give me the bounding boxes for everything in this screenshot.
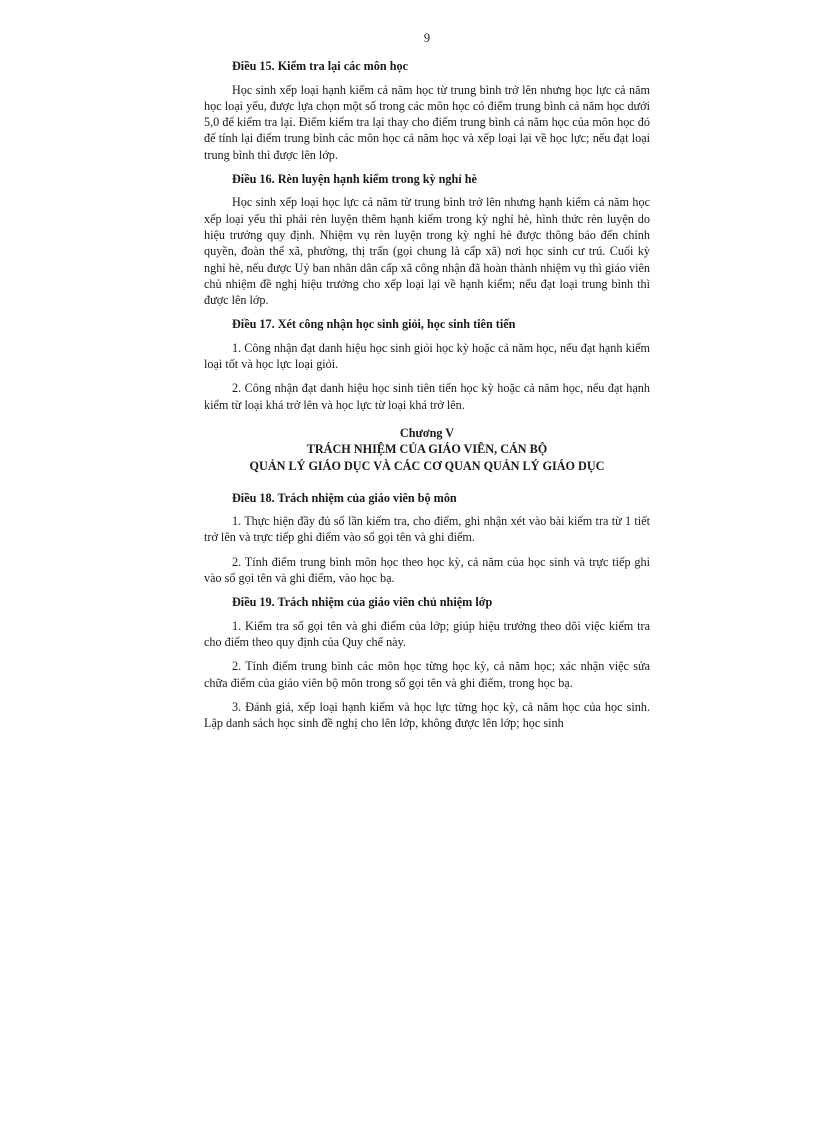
article-heading: Điều 15. Kiểm tra lại các môn học (232, 59, 409, 74)
article-paragraph: 2. Tính điểm trung bình các môn học từng học kỳ, cả năm học; xác nhận việc sửa chữa điểm của giáo viên bộ môn trong sổ gọi tên và ghi điểm, trong học bạ. (204, 659, 650, 690)
document-page (204, 30, 650, 739)
chapter-label: Chương V (399, 425, 455, 440)
chapter-heading (204, 425, 650, 474)
article-paragraph: 2. Công nhận đạt danh hiệu học sinh tiên tiến học kỳ hoặc cả năm học, nếu đạt hạnh kiểm từ loại khá trở lên và học lực từ loại khá trở lên. (204, 381, 650, 412)
article-section (204, 58, 650, 163)
article-section (204, 171, 650, 308)
article-paragraph: 2. Tính điểm trung bình môn học theo học kỳ, cả năm của học sinh và trực tiếp ghi vào sổ gọi tên và ghi điểm, vào học bạ. (204, 554, 650, 586)
article-section (204, 490, 650, 586)
article-heading: Điều 19. Trách nhiệm của giáo viên chủ nhiệm lớp (232, 595, 493, 610)
page-number: 9 (423, 31, 431, 45)
chapter-title-line-2: QUẢN LÝ GIÁO DỤC VÀ CÁC CƠ QUAN QUẢN LÝ GIÁO DỤC (249, 458, 605, 473)
article-paragraph: 1. Thực hiện đầy đủ số lần kiểm tra, cho điểm, ghi nhận xét vào bài kiểm tra từ 1 tiết trở lên và trực tiếp ghi điểm vào sổ gọi tên và ghi điểm. (204, 514, 650, 545)
article-section (204, 316, 650, 412)
article-paragraph: 1. Kiểm tra sổ gọi tên và ghi điểm của lớp; giúp hiệu trưởng theo dõi việc kiểm tra cho điểm theo quy định của Quy chế này. (204, 618, 650, 649)
article-heading: Điều 16. Rèn luyện hạnh kiểm trong kỳ nghỉ hè (232, 172, 477, 187)
article-paragraph: 3. Đánh giá, xếp loại hạnh kiểm và học lực từng học kỳ, cả năm học của học sinh. Lập danh sách học sinh đề nghị cho lên lớp, không được lên lớp; học sinh (204, 699, 650, 731)
article-heading: Điều 17. Xét công nhận học sinh giỏi, học sinh tiên tiến (232, 317, 516, 332)
chapter-title-line-1: TRÁCH NHIỆM CỦA GIÁO VIÊN, CÁN BỘ (306, 442, 548, 457)
articles-15-17 (204, 58, 650, 413)
article-paragraph: Học sinh xếp loại hạnh kiểm cả năm học từ trung bình trở lên nhưng học lực cả năm học loại yếu, được lựa chọn một số trong các môn học có điểm trung bình cả năm học dưới 5,0 để kiểm tra lại. Điểm kiểm tra lại thay cho điểm trung bình cả năm học của môn học đó để tính lại điểm trung bình các môn học cả năm học và xếp loại lại về học lực; nếu đạt loại trung bình thì được lên lớp. (204, 82, 650, 162)
article-paragraph: Học sinh xếp loại học lực cả năm từ trung bình trở lên nhưng hạnh kiểm cả năm học xếp loại yếu thì phải rèn luyện thêm hạnh kiểm trong kỳ nghỉ hè, hình thức rèn luyện do hiệu trưởng quy định. Nhiệm vụ rèn luyện trong kỳ nghỉ hè được thông báo đến chính quyền, đoàn thể xã, phường, thị trấn (gọi chung là cấp xã) nơi học sinh cư trú. Cuối kỳ nghỉ hè, nếu được Uỷ ban nhân dân cấp xã công nhận đã hoàn thành nhiệm vụ thì giáo viên chủ nhiệm đề nghị hiệu trưởng cho xếp loại lại về hạnh kiểm; nếu đạt loại trung bình thì được lên lớp. (204, 195, 650, 308)
article-section (204, 594, 650, 731)
article-heading: Điều 18. Trách nhiệm của giáo viên bộ môn (232, 490, 457, 505)
articles-18-19 (204, 490, 650, 732)
article-paragraph: 1. Công nhận đạt danh hiệu học sinh giỏi học kỳ hoặc cả năm học, nếu đạt hạnh kiểm loại tốt và học lực loại giỏi. (204, 340, 650, 372)
